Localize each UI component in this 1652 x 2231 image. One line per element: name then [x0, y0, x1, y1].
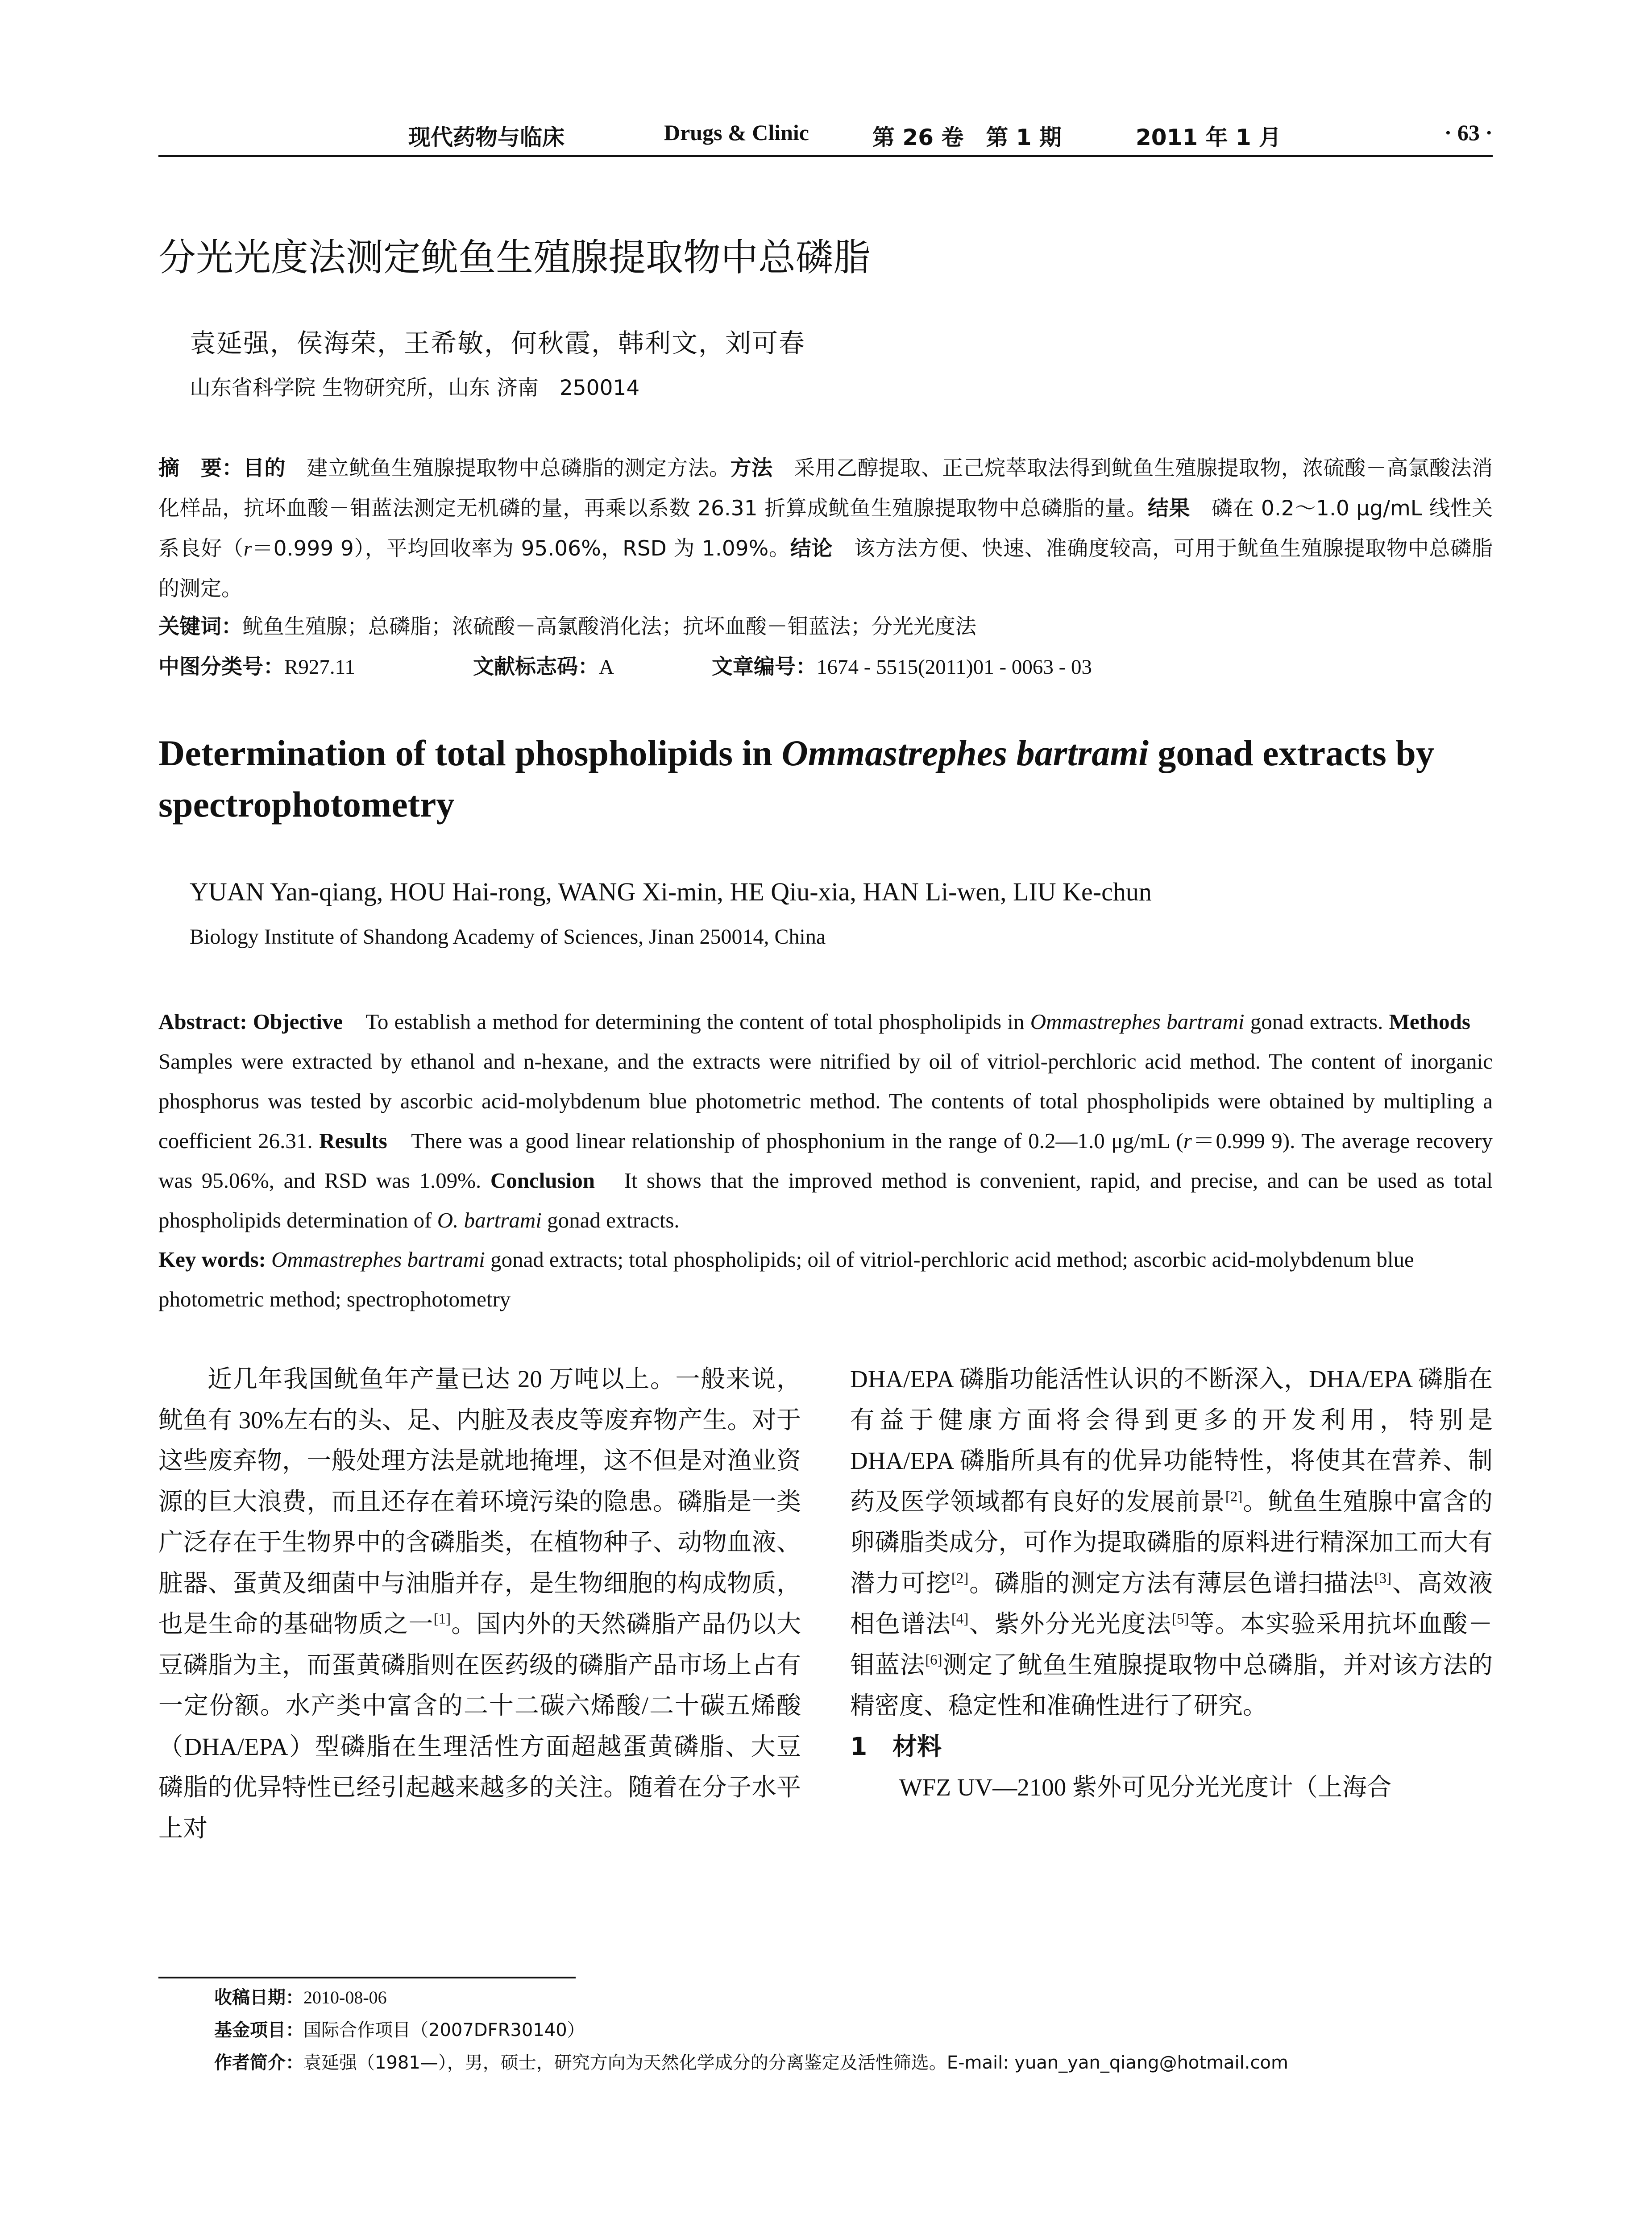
keywords-label-cn: 关键词： — [158, 614, 242, 639]
conclusion-species-en: O. bartrami — [437, 1208, 542, 1232]
footnote-rule — [158, 1977, 576, 1978]
citation-ref: [2] — [951, 1570, 969, 1587]
authors-cn: 袁延强，侯海荣，王希敏，何秋霞，韩利文，刘可春 — [190, 329, 806, 358]
body-paragraph — [850, 1767, 1493, 1808]
objective-text-en-pre: To establish a method for determining the content of total phospholipids in — [343, 1009, 1030, 1034]
title-cn: 分光光度法测定鱿鱼生殖腺提取物中总磷脂 — [158, 236, 871, 279]
footnotes — [214, 1981, 1490, 2079]
body-column-right — [850, 1359, 1493, 1808]
received-value: 2010-08-06 — [303, 1987, 387, 2007]
article-no-label: 文章编号： — [712, 655, 817, 679]
authors-en: YUAN Yan-qiang, HOU Hai-rong, WANG Xi-min, HE Qiu-xia, HAN Li-wen, LIU Ke-chun — [190, 877, 1152, 906]
doc-code-label: 文献标志码： — [473, 655, 599, 679]
methods-text-en: Samples were extracted by ethanol and n-hexane, and the extracts were nitrified by oil of vitriol-perchloric acid method. The content of inorganic phosphorus was tested by ascorbic acid-molybdenum blue photometric method. The contents of total phospholipids were obtained by multipling a coefficient 26.31. — [158, 1009, 1493, 1153]
title-en — [158, 727, 1493, 830]
objective-text-cn: 建立鱿鱼生殖腺提取物中总磷脂的测定方法。 — [285, 456, 731, 481]
methods-label-en: Methods — [1389, 1009, 1470, 1034]
citation-ref: [2] — [1225, 1489, 1243, 1505]
body-text: WFZ UV—2100 紫外可见分光光度计（上海合 — [899, 1774, 1392, 1801]
keywords-cn — [158, 607, 1493, 647]
abstract-en — [158, 1002, 1493, 1240]
keywords-label-en: Key words: — [158, 1247, 266, 1272]
clc-number — [158, 647, 355, 687]
body-text: 、高效液相色谱法 — [850, 1569, 1493, 1638]
conclusion-label-cn: 结论 — [790, 536, 833, 561]
abstract-label-cn: 摘 要： — [158, 456, 243, 481]
citation-ref: [1] — [433, 1611, 451, 1627]
author-bio-label: 作者简介： — [214, 2053, 303, 2073]
objective-label-cn: 目的 — [243, 456, 286, 481]
conclusion-text-en-post: gonad extracts. — [541, 1208, 680, 1232]
title-en-species: Ommastrephes bartrami — [781, 733, 1149, 773]
footnote-author — [214, 2047, 1490, 2079]
affiliation-cn: 山东省科学院 生物研究所，山东 济南 250014 — [190, 376, 640, 400]
footnote-fund — [214, 2014, 1490, 2047]
results-label-en: Results — [319, 1128, 387, 1153]
citation-ref: [5] — [1171, 1611, 1189, 1627]
methods-text-cn: 采用乙醇提取、正己烷萃取法得到鱿鱼生殖腺提取物，浓硫酸－高氯酸法消化样品，抗坏血酸－钼蓝法测定无机磷的量，再乘以系数 26.31 折算成鱿鱼生殖腺提取物中总磷脂的量。 — [158, 456, 1493, 521]
author-bio-value: 袁延强（1981—），男，硕士，研究方向为天然化学成分的分离鉴定及活性筛选。E-mail: yuan_yan_qiang@hotmail.com — [303, 2053, 1288, 2073]
footnote-received — [214, 1981, 1490, 2014]
title-en-post: gonad extracts by spectrophotometry — [158, 733, 1434, 825]
section-title: 材料 — [892, 1732, 942, 1761]
objective-species-en: Ommastrephes bartrami — [1030, 1009, 1245, 1034]
results-label-cn: 结果 — [1147, 496, 1191, 521]
results-text-cn-post: ＝0.999 9），平均回收率为 95.06%，RSD 为 1.09%。 — [252, 536, 790, 561]
results-r-cn: r — [243, 537, 252, 560]
citation-ref: [6] — [925, 1652, 942, 1668]
methods-label-cn: 方法 — [730, 456, 773, 481]
journal-name-en: Drugs & Clinic — [664, 120, 809, 145]
keywords-text-cn: 鱿鱼生殖腺；总磷脂；浓硫酸－高氯酸消化法；抗坏血酸－钼蓝法；分光光度法 — [242, 614, 976, 639]
body-text: 。国内外的天然磷脂产品仍以大豆磷脂为主，而蛋黄磷脂则在医药级的磷脂产品市场上占有一定份额。水产类中富含的二十二碳六烯酸/二十碳五烯酸（DHA/EPA）型磷脂在生理活性方面超越蛋黄磷脂、大豆磷脂的优异特性已经引起越来越多的关注。随着在分子水平上对 — [158, 1610, 801, 1842]
abstract-label-en: Abstract: Objective — [158, 1009, 343, 1034]
results-text-en-pre: There was a good linear relationship of phosphonium in the range of 0.2—1.0 μg/mL ( — [387, 1128, 1183, 1153]
article-no-value: 1674 - 5515(2011)01 - 0063 - 03 — [817, 655, 1092, 679]
fund-value: 国际合作项目（2007DFR30140） — [303, 2020, 585, 2040]
clc-value: R927.11 — [284, 655, 355, 679]
citation-ref: [4] — [951, 1611, 969, 1627]
keywords-text-en: gonad extracts; total phospholipids; oil of vitriol-perchloric acid method; ascorbic acid-molybdenum blue photometric method; spectrophotometry — [158, 1247, 1414, 1311]
conclusion-label-en: Conclusion — [490, 1168, 595, 1193]
body-text: 近几年我国鱿鱼年产量已达 20 万吨以上。一般来说，鱿鱼有 30%左右的头、足、内脏及表皮等废弃物产生。对于这些废弃物，一般处理方法是就地掩埋，这不但是对渔业资源的巨大浪费，而且还存在着环境污染的隐患。磷脂是一类广泛存在于生物界中的含磷脂类，在植物种子、动物血液、脏器、蛋黄及细菌中与油脂并存，是生物细胞的构成物质，也是生命的基础物质之一 — [158, 1365, 801, 1638]
body-text: 、紫外分光光度法 — [968, 1610, 1172, 1638]
results-text-cn-pre: 磷在 0.2～1.0 μg/mL 线性关系良好（ — [158, 496, 1493, 561]
running-header — [158, 120, 1493, 155]
body-column-left — [158, 1359, 801, 1849]
body-paragraph — [850, 1359, 1493, 1726]
clc-label: 中图分类号： — [158, 655, 284, 679]
body-paragraph — [158, 1359, 801, 1849]
page-number: · 63 · — [1444, 120, 1493, 145]
body-text: 等。本实验采用抗坏血酸－钼蓝法 — [850, 1610, 1493, 1679]
body-text: 。鱿鱼生殖腺中富含的卵磷脂类成分，可作为提取磷脂的原料进行精深加工而大有潜力可挖 — [850, 1488, 1493, 1597]
body-text: 。磷脂的测定方法有薄层色谱扫描法 — [968, 1569, 1374, 1597]
results-r-en: r — [1183, 1128, 1192, 1153]
doc-code-value: A — [599, 655, 614, 679]
abstract-cn — [158, 448, 1493, 609]
body-text: 测定了鱿鱼生殖腺提取物中总磷脂，并对该方法的精密度、稳定性和准确性进行了研究。 — [850, 1651, 1493, 1719]
conclusion-text-en-pre: It shows that the improved method is convenient, rapid, and precise, and can be used as total phospholipids determination of — [158, 1168, 1493, 1232]
journal-name-cn: 现代药物与临床 — [408, 124, 565, 150]
keywords-en — [158, 1240, 1493, 1319]
fund-label: 基金项目： — [214, 2020, 303, 2040]
document-code — [473, 647, 614, 687]
article-number — [712, 647, 1092, 687]
volume-issue: 第 26 卷 第 1 期 — [872, 124, 1062, 150]
body-text: DHA/EPA 磷脂功能活性认识的不断深入，DHA/EPA 磷脂在有益于健康方面将会得到更多的开发利用，特别是 DHA/EPA 磷脂所具有的优异功能特性，将使其在营养、制药及医学领域都有良好的发展前景 — [850, 1365, 1493, 1515]
received-label: 收稿日期： — [214, 1987, 303, 2008]
keywords-species-en: Ommastrephes bartrami — [271, 1247, 485, 1272]
conclusion-text-cn: 该方法方便、快速、准确度较高，可用于鱿鱼生殖腺提取物中总磷脂的测定。 — [158, 536, 1493, 601]
header-rule — [158, 155, 1493, 157]
affiliation-en: Biology Institute of Shandong Academy of Sciences, Jinan 250014, China — [190, 925, 826, 949]
citation-ref: [3] — [1374, 1570, 1392, 1587]
classification-line — [158, 647, 1493, 687]
objective-text-en-post: gonad extracts. — [1244, 1009, 1389, 1034]
issue-date: 2011 年 1 月 — [1136, 124, 1282, 150]
section-number: 1 — [850, 1732, 868, 1761]
section-heading — [850, 1726, 1493, 1767]
title-en-pre: Determination of total phospholipids in — [158, 733, 782, 773]
results-text-en-post: ＝0.999 9). The average recovery was 95.06%, and RSD was 1.09%. — [158, 1128, 1493, 1193]
